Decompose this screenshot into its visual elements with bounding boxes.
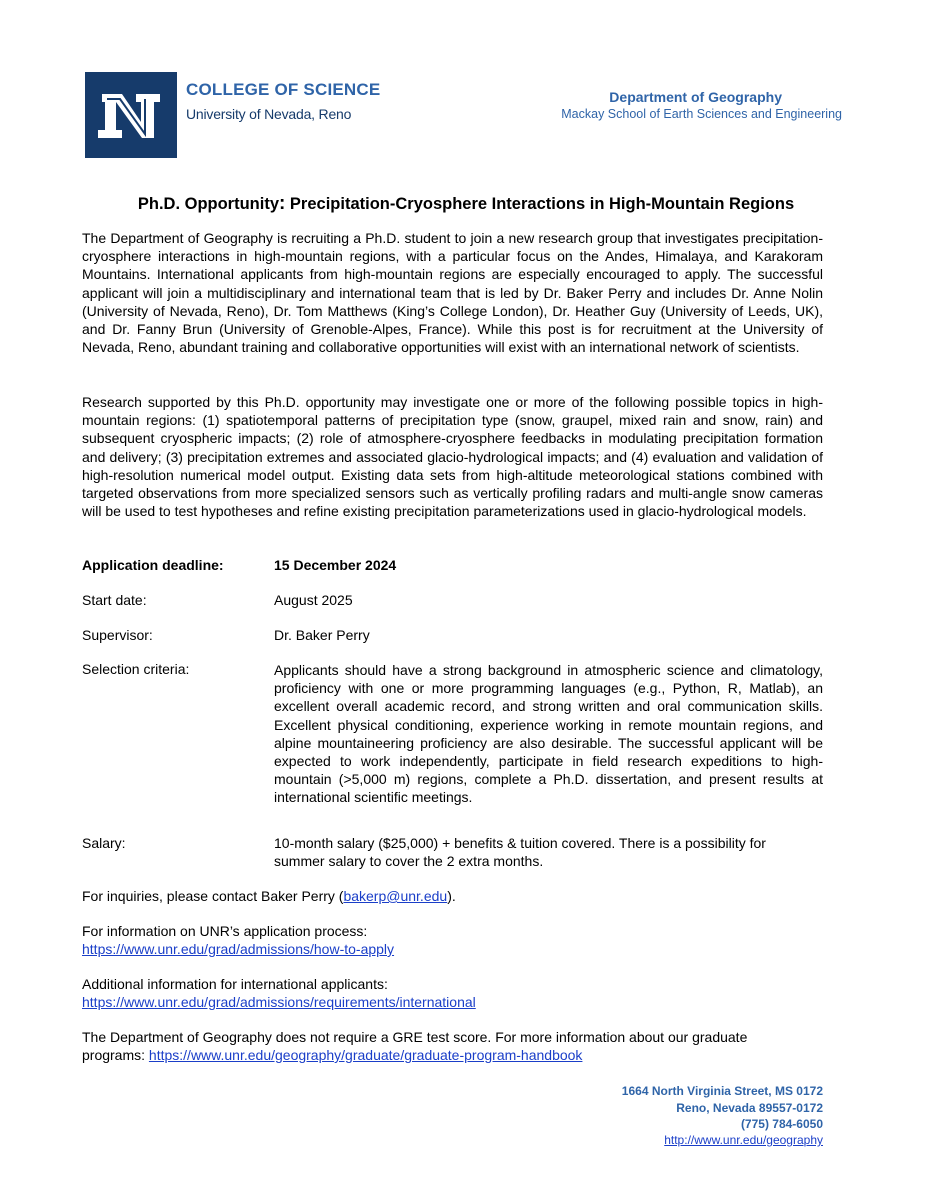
college-name: COLLEGE OF SCIENCE	[186, 80, 381, 99]
department-name: Department of Geography	[609, 89, 782, 105]
deadline-label: Application deadline:	[82, 557, 224, 573]
criteria-label: Selection criteria:	[82, 661, 190, 677]
title-part-1: Ph.D. Opportunity	[137, 195, 280, 213]
gre-line-1: The Department of Geography does not require a GRE test score. For more information about our graduate	[82, 1029, 748, 1045]
footer-phone: (775) 784-6050	[740, 1117, 823, 1131]
start-date-value: August 2025	[274, 592, 353, 608]
school-name: Mackay School of Earth Sciences and Engineering	[561, 107, 842, 121]
international-text: Additional information for international applicants:	[82, 976, 388, 992]
criteria-value: Applicants should have a strong background in atmospheric science and climatology, proficiency with one or more programming languages (e.g., Python, R, Matlab), an excellent overall academic record, and strong written and oral communication skills. Excellent physical conditioning, experience working in remote mountain regions, and alpine mountaineering proficiency are also desirable. The successful applicant will be expected to work independently, participate in field research expeditions to high-mountain (>5,000 m) regions, complete a Ph.D. dissertation, and present results at international scientific meetings.	[274, 662, 823, 806]
page-title	[0, 193, 932, 215]
unr-block-n-logo-icon	[85, 72, 177, 158]
inquiries-prefix: For inquiries, please contact Baker Perry (	[82, 888, 344, 904]
gre-prefix: programs:	[82, 1047, 149, 1063]
gre-line-2	[82, 1046, 582, 1064]
university-name: University of Nevada, Reno	[186, 106, 352, 122]
inquiries-suffix: ).	[447, 888, 456, 904]
salary-label: Salary:	[82, 835, 126, 851]
process-text: For information on UNR’s application process:	[82, 923, 368, 939]
footer-website-link[interactable]: http://www.unr.edu/geography	[664, 1133, 823, 1147]
footer-city: Reno, Nevada 89557-0172	[676, 1101, 823, 1115]
international-link[interactable]: https://www.unr.edu/grad/admissions/requirements/international	[82, 994, 476, 1010]
process-link[interactable]: https://www.unr.edu/grad/admissions/how-to-apply	[82, 941, 395, 957]
title-colon: :	[279, 193, 286, 214]
supervisor-value: Dr. Baker Perry	[274, 627, 370, 643]
start-date-label: Start date:	[82, 592, 147, 608]
intro-paragraph: The Department of Geography is recruiting a Ph.D. student to join a new research group that investigates precipitation-cryosphere interactions in high-mountain regions, with a particular focus on the Andes, Himalaya, and Karakoram Mountains. International applicants from high-mountain regions are especially encouraged to apply. The successful applicant will join a multidisciplinary and international team that is led by Dr. Baker Perry and includes Dr. Anne Nolin (University of Nevada, Reno), Dr. Tom Matthews (King’s College London), Dr. Heather Guy (University of Leeds, UK), and Dr. Fanny Brun (University of Grenoble-Alpes, France). While this post is for recruitment at the University of Nevada, Reno, abundant training and collaborative opportunities will exist with an international network of scientists.	[82, 230, 823, 356]
email-link[interactable]: bakerp@unr.edu	[343, 888, 448, 904]
research-paragraph: Research supported by this Ph.D. opportunity may investigate one or more of the following possible topics in high-mountain regions: (1) spatiotemporal patterns of precipitation type (snow, graupel, mixed rain and snow, rain) and subsequent cryospheric impacts; (2) role of atmosphere-cryosphere feedbacks in modulating precipitation formation and delivery; (3) precipitation extremes and associated glacio-hydrological impacts; and (4) evaluation and validation of high-resolution numerical model output. Existing data sets from high-altitude meteorological stations combined with targeted observations from more specialized sensors such as vertically profiling radars and multi-angle snow cameras will be used to test hypotheses and refine existing precipitation parameterizations used in glacio-hydrological models.	[82, 394, 823, 520]
salary-line-1: 10-month salary ($25,000) + benefits & tuition covered. There is a possibility for	[274, 835, 766, 851]
supervisor-label: Supervisor:	[82, 627, 153, 643]
title-part-2: Precipitation-Cryosphere Interactions in High-Mountain Regions	[285, 195, 795, 213]
inquiries-line	[82, 887, 456, 905]
footer-street: 1664 North Virginia Street, MS 0172	[621, 1084, 823, 1098]
salary-line-2: summer salary to cover the 2 extra months.	[274, 853, 544, 869]
deadline-value: 15 December 2024	[274, 557, 397, 573]
graduate-handbook-link[interactable]: https://www.unr.edu/geography/graduate/graduate-program-handbook	[148, 1047, 583, 1063]
